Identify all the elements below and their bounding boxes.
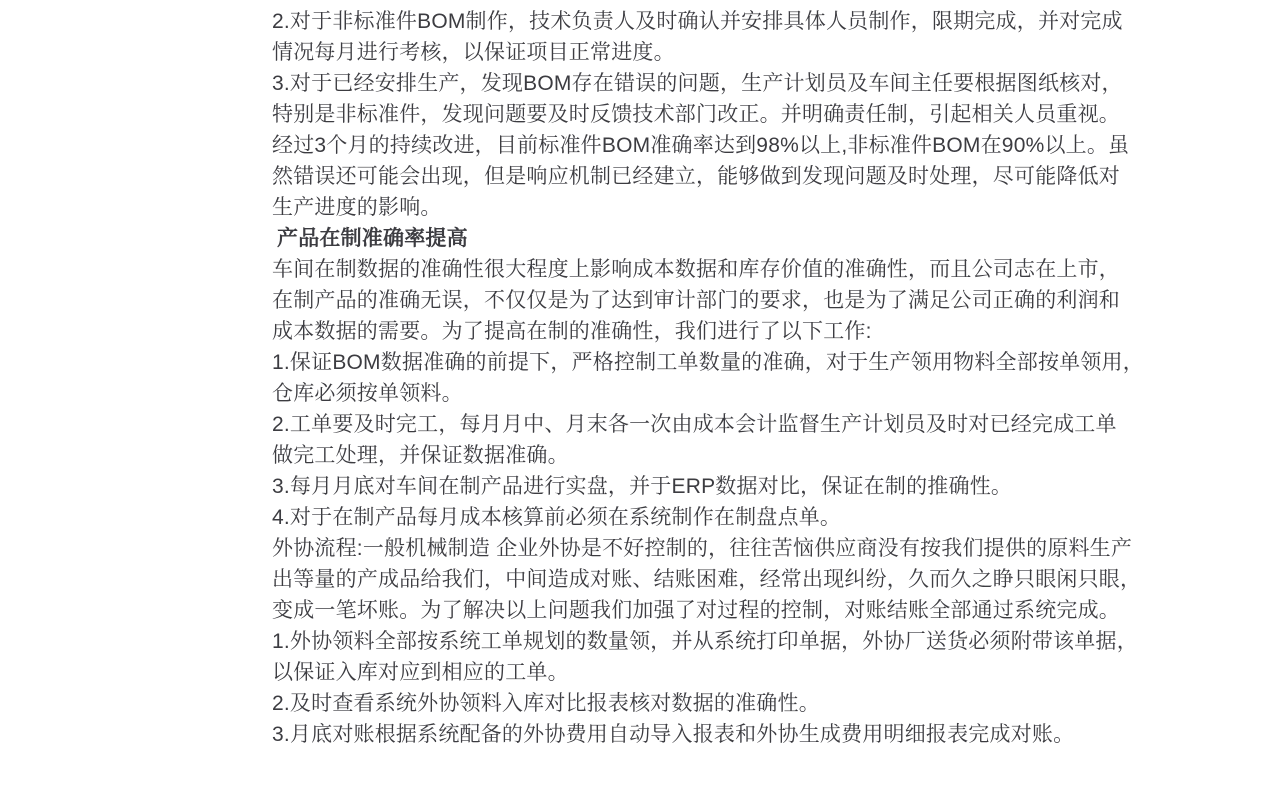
text-line: 仓库必须按单领料。 <box>272 382 463 405</box>
text-line: 3.每月月底对车间在制产品进行实盘，并于ERP数据对比，保证在制的推确性。 <box>272 475 1013 498</box>
document-text-block <box>272 6 1224 750</box>
text-line: 成本数据的需要。为了提高在制的准确性，我们进行了以下工作: <box>272 320 872 343</box>
text-line: 特别是非标准件，发现问题要及时反馈技术部门改正。并明确责任制，引起相关人员重视。 <box>272 103 1120 126</box>
text-line: 情况每月进行考核，以保证项目正常进度。 <box>272 41 675 64</box>
text-line: 1.保证BOM数据准确的前提下，严格控制工单数量的准确，对于生产领用物料全部按单领用， <box>272 351 1144 374</box>
text-line: 以保证入库对应到相应的工单。 <box>272 661 569 684</box>
section-heading: 产品在制准确率提高 <box>277 227 468 250</box>
text-line: 出等量的产成品给我们，中间造成对账、结账困难，经常出现纠纷，久而久之睁只眼闲只眼， <box>272 568 1142 591</box>
text-line: 生产进度的影响。 <box>272 196 442 219</box>
text-line: 变成一笔坏账。为了解决以上问题我们加强了对过程的控制，对账结账全部通过系统完成。 <box>272 599 1120 622</box>
text-line: 经过3个月的持续改进，目前标准件BOM准确率达到98%以上,非标准件BOM在90%以上。虽 <box>272 134 1130 157</box>
text-line: 车间在制数据的准确性很大程度上影响成本数据和库存价值的准确性，而且公司志在上市， <box>272 258 1120 281</box>
text-line: 2.及时查看系统外协领料入库对比报表核对数据的准确性。 <box>272 692 820 715</box>
text-line: 做完工处理，并保证数据准确。 <box>272 444 569 467</box>
text-line: 在制产品的准确无误，不仅仅是为了达到审计部门的要求，也是为了满足公司正确的利润和 <box>272 289 1120 312</box>
text-line: 1.外协领料全部按系统工单规划的数量领，并从系统打印单据，外协厂送货必须附带该单据， <box>272 630 1138 653</box>
text-line: 然错误还可能会出现，但是响应机制已经建立，能够做到发现问题及时处理，尽可能降低对 <box>272 165 1120 188</box>
text-line: 外协流程:一般机械制造 企业外协是不好控制的，往往苦恼供应商没有按我们提供的原料生产 <box>272 537 1133 560</box>
text-line: 3.对于已经安排生产，发现BOM存在错误的问题，生产计划员及车间主任要根据图纸核对， <box>272 72 1123 95</box>
text-line: 4.对于在制产品每月成本核算前必须在系统制作在制盘点单。 <box>272 506 842 529</box>
text-line: 3.月底对账根据系统配备的外协费用自动导入报表和外协生成费用明细报表完成对账。 <box>272 723 1075 746</box>
text-line: 2.对于非标准件BOM制作，技术负责人及时确认并安排具体人员制作，限期完成，并对完成 <box>272 10 1123 33</box>
text-line: 2.工单要及时完工，每月月中、月末各一次由成本会计监督生产计划员及时对已经完成工单 <box>272 413 1117 436</box>
